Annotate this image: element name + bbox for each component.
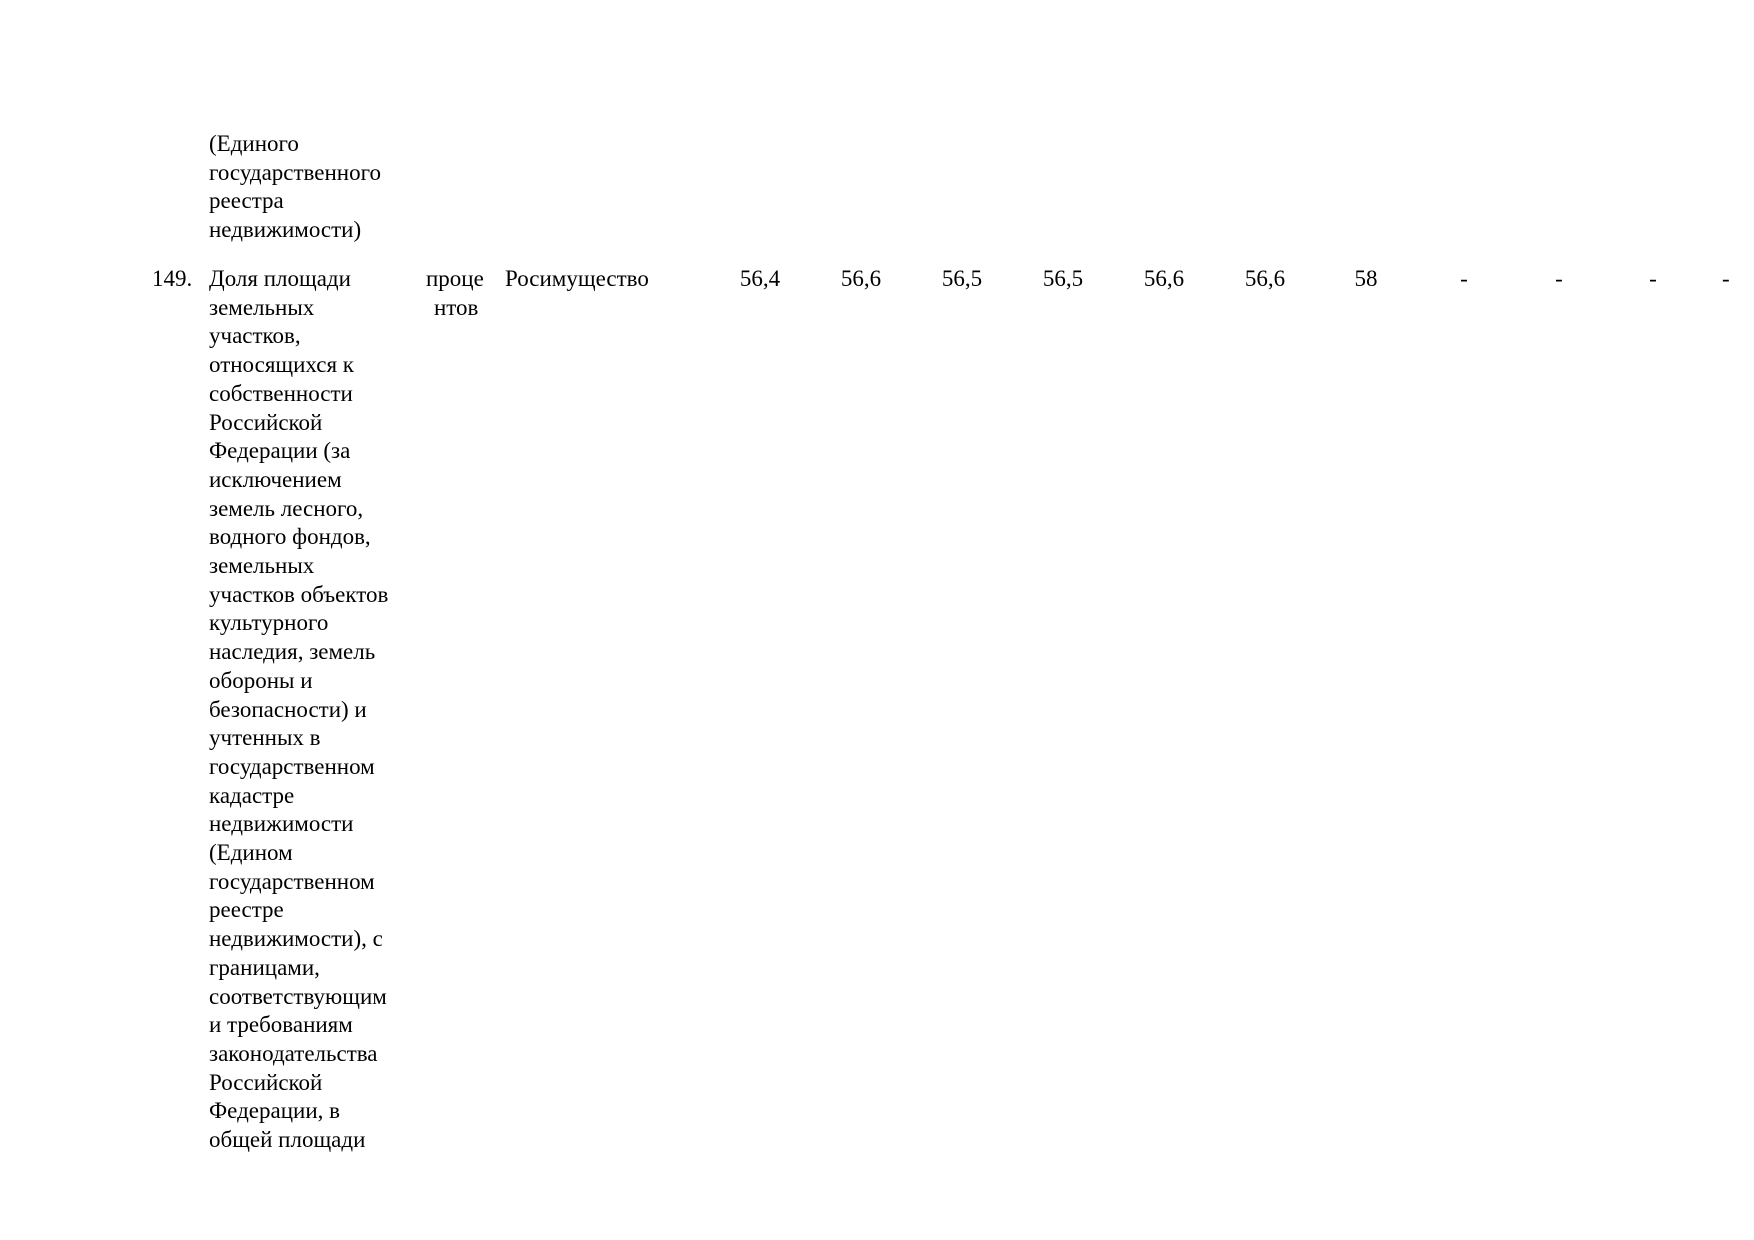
indicator-name-line: обороны и xyxy=(209,667,313,693)
indicator-name-line: соответствующим xyxy=(209,983,387,1009)
indicator-name-line: участков объектов xyxy=(209,581,389,607)
indicator-name-line: Доля площади xyxy=(209,266,351,291)
value-cell: 56,5 xyxy=(1042,266,1084,291)
indicator-name-line: недвижимости), с xyxy=(209,926,383,952)
continuation-line: (Единого xyxy=(209,131,299,156)
indicator-name-line: Российской xyxy=(209,1069,323,1095)
indicator-name-line: недвижимости xyxy=(209,811,354,837)
indicator-name-line: исключением xyxy=(209,466,342,492)
value-cell: 56,5 xyxy=(941,266,983,291)
indicator-name-line: государственном xyxy=(209,868,375,894)
indicator-name xyxy=(209,265,388,1155)
indicator-name-line: Федерации, в xyxy=(209,1098,340,1124)
indicator-name-line: участков, xyxy=(209,323,301,349)
indicator-name-line: безопасности) и xyxy=(209,696,367,722)
indicator-name-line: земельных xyxy=(209,553,315,579)
indicator-name-line: земель лесного, xyxy=(209,495,364,521)
indicator-name-line: государственном xyxy=(209,753,375,779)
indicator-name-line: Федерации (за xyxy=(209,438,351,464)
responsible-organization: Росимущество xyxy=(505,266,649,291)
indicator-name-line: границами, xyxy=(209,954,320,980)
value-cell: - xyxy=(1649,266,1657,291)
indicator-name-line: кадастре xyxy=(209,782,295,808)
indicator-name-line: законодательства xyxy=(209,1040,378,1066)
indicator-name-line: относящихся к xyxy=(209,352,354,378)
value-cell: 56,6 xyxy=(840,266,882,291)
continuation-text xyxy=(209,130,381,245)
indicator-name-line: реестре xyxy=(209,897,284,923)
indicator-name-line: учтенных в xyxy=(209,725,321,751)
indicator-name-line: общей площади xyxy=(209,1127,366,1153)
indicator-name-line: собственности xyxy=(209,380,353,406)
row-number: 149. xyxy=(152,266,193,291)
unit-line: нтов xyxy=(434,294,479,320)
unit-line: проце xyxy=(426,266,484,291)
indicator-name-line: наследия, земель xyxy=(209,639,376,665)
continuation-line: реестра xyxy=(209,188,284,214)
value-cell: 56,6 xyxy=(1244,266,1286,291)
value-cell: 58 xyxy=(1354,266,1378,291)
indicator-name-line: водного фондов, xyxy=(209,524,371,550)
indicator-name-line: Российской xyxy=(209,409,323,435)
indicator-name-line: земельных xyxy=(209,294,315,320)
continuation-line: недвижимости) xyxy=(209,217,362,243)
indicator-name-line: (Едином xyxy=(209,840,293,866)
value-cell: - xyxy=(1460,266,1468,291)
continuation-line: государственного xyxy=(209,159,381,185)
value-cell: 56,4 xyxy=(739,266,781,291)
unit-of-measure xyxy=(426,265,484,322)
value-cell: 56,6 xyxy=(1143,266,1185,291)
value-cell: - xyxy=(1555,266,1563,291)
value-cell: - xyxy=(1722,266,1730,291)
indicator-name-line: культурного xyxy=(209,610,329,636)
indicator-name-line: и требованиям xyxy=(209,1012,353,1038)
